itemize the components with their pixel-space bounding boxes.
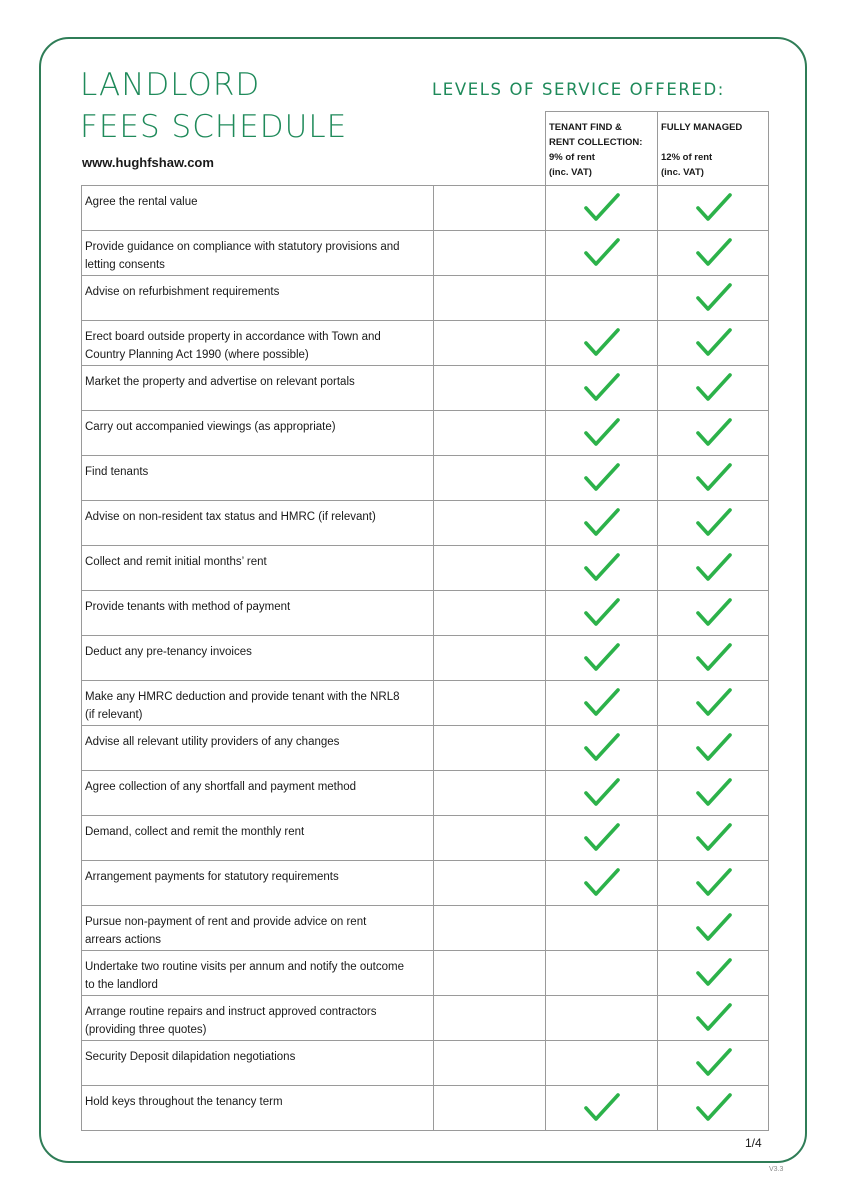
service-line: Hold keys throughout the tenancy term <box>85 1096 283 1108</box>
service-line: Agree the rental value <box>85 196 198 208</box>
check-mark-icon <box>696 1002 732 1034</box>
table-row <box>82 861 769 906</box>
service-line: Make any HMRC deduction and provide tenant with the NRL8 <box>85 691 400 703</box>
table-row <box>82 231 769 276</box>
service-description <box>82 546 434 591</box>
header-blank-cell <box>82 112 546 186</box>
check-mark-icon <box>696 282 732 314</box>
blank-cell <box>434 321 546 366</box>
column-header-line: 12% of rent <box>661 152 713 163</box>
service-description <box>82 861 434 906</box>
check-mark-icon <box>584 327 620 359</box>
check-mark-icon <box>696 552 732 584</box>
column-header-line: (inc. VAT) <box>549 167 592 178</box>
check-mark-icon <box>584 192 620 224</box>
blank-cell <box>434 501 546 546</box>
blank-cell <box>434 996 546 1041</box>
fully-managed-cell <box>658 996 769 1041</box>
fully-managed-cell <box>658 321 769 366</box>
column-header-spacer <box>661 135 768 150</box>
fully-managed-cell <box>658 456 769 501</box>
tenant-find-cell <box>546 501 658 546</box>
table-row <box>82 726 769 771</box>
service-line: Find tenants <box>85 466 149 478</box>
service-description <box>82 816 434 861</box>
check-mark-icon <box>584 237 620 269</box>
check-mark-icon <box>696 597 732 629</box>
check-mark-icon <box>696 507 732 539</box>
service-description <box>82 636 434 681</box>
column-header-line: 9% of rent <box>549 152 595 163</box>
fully-managed-cell <box>658 366 769 411</box>
service-line: (if relevant) <box>85 708 143 721</box>
check-mark-icon <box>696 732 732 764</box>
check-mark-icon <box>584 642 620 674</box>
tenant-find-cell <box>546 366 658 411</box>
title-line: FEES SCHEDULE <box>80 109 348 145</box>
tenant-find-cell <box>546 951 658 996</box>
fully-managed-cell <box>658 951 769 996</box>
service-line: Arrangement payments for statutory requirements <box>85 871 339 883</box>
check-mark-icon <box>696 912 732 944</box>
title-line: LANDLORD <box>80 67 261 103</box>
fully-managed-cell <box>658 861 769 906</box>
service-line: Market the property and advertise on relevant portals <box>85 376 355 388</box>
service-line: Undertake two routine visits per annum and notify the outcome <box>85 961 404 973</box>
fully-managed-cell <box>658 1086 769 1131</box>
service-line: Agree collection of any shortfall and payment method <box>85 781 357 793</box>
table-row <box>82 951 769 996</box>
table-row <box>82 591 769 636</box>
check-mark-icon <box>584 462 620 494</box>
check-mark-icon <box>696 687 732 719</box>
fully-managed-cell <box>658 906 769 951</box>
tenant-find-cell <box>546 231 658 276</box>
service-description <box>82 591 434 636</box>
tenant-find-cell <box>546 1041 658 1086</box>
service-line: Carry out accompanied viewings (as appropriate) <box>85 421 336 433</box>
service-line: Erect board outside property in accordance with Town and <box>85 331 381 343</box>
fully-managed-cell <box>658 591 769 636</box>
service-line: Pursue non-payment of rent and provide advice on rent <box>85 916 367 928</box>
check-mark-icon <box>696 462 732 494</box>
table-row <box>82 321 769 366</box>
check-mark-icon <box>696 417 732 449</box>
tenant-find-cell <box>546 591 658 636</box>
check-mark-icon <box>696 642 732 674</box>
blank-cell <box>434 591 546 636</box>
service-line: Collect and remit initial months’ rent <box>85 556 267 568</box>
service-line: Deduct any pre-tenancy invoices <box>85 646 252 658</box>
check-mark-icon <box>584 552 620 584</box>
blank-cell <box>434 771 546 816</box>
blank-cell <box>434 1041 546 1086</box>
column-header-tenant-find <box>546 112 658 186</box>
table-header-row <box>82 112 769 186</box>
fully-managed-cell <box>658 501 769 546</box>
levels-of-service-heading: LEVELS OF SERVICE OFFERED: <box>432 80 725 99</box>
tenant-find-cell <box>546 411 658 456</box>
service-description <box>82 906 434 951</box>
column-header-line: TENANT FIND & <box>549 122 622 133</box>
check-mark-icon <box>696 867 732 899</box>
blank-cell <box>434 681 546 726</box>
column-header-line: FULLY MANAGED <box>661 122 743 133</box>
fully-managed-cell <box>658 231 769 276</box>
check-mark-icon <box>696 1047 732 1079</box>
blank-cell <box>434 726 546 771</box>
blank-cell <box>434 906 546 951</box>
table-row <box>82 816 769 861</box>
fully-managed-cell <box>658 816 769 861</box>
website-link[interactable]: www.hughfshaw.com <box>82 155 214 170</box>
blank-cell <box>434 411 546 456</box>
column-header-line: RENT COLLECTION: <box>549 137 643 148</box>
service-line: to the landlord <box>85 978 158 991</box>
service-description <box>82 771 434 816</box>
blank-cell <box>434 636 546 681</box>
blank-cell <box>434 951 546 996</box>
version-label: V3.3 <box>769 1166 784 1173</box>
fully-managed-cell <box>658 636 769 681</box>
check-mark-icon <box>696 777 732 809</box>
check-mark-icon <box>696 192 732 224</box>
table-row <box>82 996 769 1041</box>
check-mark-icon <box>696 327 732 359</box>
service-line: arrears actions <box>85 933 162 946</box>
fully-managed-cell <box>658 276 769 321</box>
table-row <box>82 411 769 456</box>
service-description <box>82 501 434 546</box>
table-row <box>82 681 769 726</box>
table-row <box>82 906 769 951</box>
service-line: Provide guidance on compliance with statutory provisions and <box>85 241 400 253</box>
page-number: 1/4 <box>745 1136 762 1150</box>
check-mark-icon <box>584 687 620 719</box>
service-description <box>82 681 434 726</box>
tenant-find-cell <box>546 861 658 906</box>
service-description <box>82 276 434 321</box>
fully-managed-cell <box>658 1041 769 1086</box>
table-row <box>82 366 769 411</box>
fully-managed-cell <box>658 546 769 591</box>
check-mark-icon <box>584 732 620 764</box>
check-mark-icon <box>696 1092 732 1124</box>
service-line: Advise all relevant utility providers of any changes <box>85 736 340 748</box>
service-description <box>82 411 434 456</box>
blank-cell <box>434 231 546 276</box>
tenant-find-cell <box>546 771 658 816</box>
fully-managed-cell <box>658 726 769 771</box>
tenant-find-cell <box>546 186 658 231</box>
blank-cell <box>434 366 546 411</box>
check-mark-icon <box>696 237 732 269</box>
tenant-find-cell <box>546 636 658 681</box>
table-row <box>82 636 769 681</box>
check-mark-icon <box>584 417 620 449</box>
check-mark-icon <box>584 777 620 809</box>
service-line: Security Deposit dilapidation negotiations <box>85 1051 296 1063</box>
blank-cell <box>434 456 546 501</box>
table-row <box>82 546 769 591</box>
service-description <box>82 321 434 366</box>
service-description <box>82 1041 434 1086</box>
blank-cell <box>434 861 546 906</box>
tenant-find-cell <box>546 726 658 771</box>
blank-cell <box>434 1086 546 1131</box>
table-row <box>82 501 769 546</box>
tenant-find-cell <box>546 456 658 501</box>
service-line: Advise on refurbishment requirements <box>85 286 280 298</box>
table-row <box>82 276 769 321</box>
tenant-find-cell <box>546 1086 658 1131</box>
check-mark-icon <box>584 1092 620 1124</box>
service-line: Demand, collect and remit the monthly rent <box>85 826 305 838</box>
tenant-find-cell <box>546 816 658 861</box>
service-line: (providing three quotes) <box>85 1023 207 1036</box>
tenant-find-cell <box>546 681 658 726</box>
blank-cell <box>434 546 546 591</box>
check-mark-icon <box>584 597 620 629</box>
tenant-find-cell <box>546 546 658 591</box>
fully-managed-cell <box>658 186 769 231</box>
column-header-fully-managed <box>658 112 769 186</box>
blank-cell <box>434 816 546 861</box>
table-row <box>82 186 769 231</box>
service-line: Provide tenants with method of payment <box>85 601 291 613</box>
column-header-line: (inc. VAT) <box>661 167 704 178</box>
tenant-find-cell <box>546 321 658 366</box>
table-row <box>82 1086 769 1131</box>
table-row <box>82 771 769 816</box>
service-description <box>82 1086 434 1131</box>
service-description <box>82 186 434 231</box>
check-mark-icon <box>584 822 620 854</box>
service-line: Country Planning Act 1990 (where possible) <box>85 348 309 361</box>
service-description <box>82 951 434 996</box>
tenant-find-cell <box>546 996 658 1041</box>
check-mark-icon <box>696 957 732 989</box>
blank-cell <box>434 276 546 321</box>
check-mark-icon <box>584 867 620 899</box>
service-line: Advise on non-resident tax status and HMRC (if relevant) <box>85 511 376 523</box>
fully-managed-cell <box>658 681 769 726</box>
check-mark-icon <box>696 372 732 404</box>
tenant-find-cell <box>546 906 658 951</box>
service-line: Arrange routine repairs and instruct approved contractors <box>85 1006 377 1018</box>
service-description <box>82 231 434 276</box>
check-mark-icon <box>584 507 620 539</box>
service-line: letting consents <box>85 258 165 271</box>
blank-cell <box>434 186 546 231</box>
check-mark-icon <box>584 372 620 404</box>
fully-managed-cell <box>658 771 769 816</box>
tenant-find-cell <box>546 276 658 321</box>
fully-managed-cell <box>658 411 769 456</box>
service-description <box>82 456 434 501</box>
check-mark-icon <box>696 822 732 854</box>
table-row <box>82 456 769 501</box>
table-row <box>82 1041 769 1086</box>
service-description <box>82 366 434 411</box>
service-description <box>82 996 434 1041</box>
fees-schedule-table <box>81 111 769 1131</box>
service-description <box>82 726 434 771</box>
